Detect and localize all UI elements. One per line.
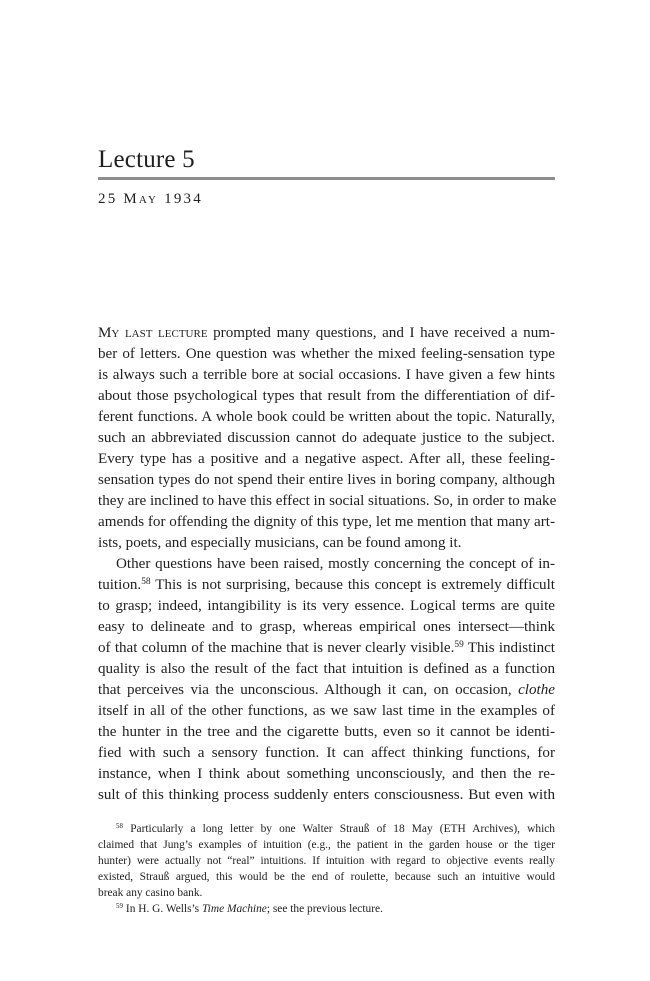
body-line: that perceives via the unconscious. Although it can, on occasion, clothe bbox=[98, 682, 555, 698]
footnote-59: $^{59}$ In H. G. Wells’s Time Machine; see the previous lecture. bbox=[116, 902, 383, 915]
body-line: such an abbreviated discussion cannot do adequate justice to the subject. bbox=[98, 430, 555, 446]
body-line: sult of this thinking process suddenly enters consciousness. But even with bbox=[98, 787, 555, 803]
body-line: about those psychological types that result from the differentiation of dif- bbox=[98, 388, 555, 404]
date-month: May bbox=[123, 191, 159, 207]
body-line: itself in all of the other functions, as we saw last time in the examples of bbox=[98, 703, 555, 719]
body-line: amends for offending the dignity of this type, let me mention that many art- bbox=[98, 514, 555, 530]
footnote-line: break any casino bank. bbox=[98, 887, 203, 899]
body-line: tuition.$^{58}$ This is not surprising, because this concept is extremely difficult bbox=[98, 576, 555, 593]
body-line: Other questions have been raised, mostly concerning the concept of in- bbox=[116, 556, 555, 572]
footnote-number: 59 bbox=[116, 902, 124, 911]
body-line: of that column of the machine that is never clearly visible.$^{59}$ This indistinct bbox=[98, 639, 556, 656]
body-line: ists, poets, and especially musicians, can be found among it. bbox=[98, 535, 462, 551]
chapter-date bbox=[98, 191, 203, 208]
italic-title: Time Machine bbox=[201, 903, 267, 915]
footnote-line: claimed that Jung’s examples of intuition (e.g., the patient in the garden house or the tiger bbox=[98, 839, 555, 851]
body-line: is always such a terrible bore at social occasions. I have given a few hints bbox=[98, 367, 555, 383]
body-line: Every type has a positive and a negative aspect. After all, these feeling- bbox=[98, 451, 555, 467]
lead-in-smallcaps: My last lecture bbox=[98, 325, 208, 341]
footnote-line: hunter) were actually not “real” intuitions. If intuition with regard to objective events really bbox=[98, 855, 555, 867]
body-line: fied with such a sensory function. It can affect thinking functions, for bbox=[98, 745, 555, 761]
body-line: ber of letters. One question was whether the mixed feeling-sensation type bbox=[98, 346, 555, 362]
body-line: ferent functions. A whole book could be written about the topic. Naturally, bbox=[98, 409, 555, 425]
footnote-number: 58 bbox=[116, 822, 124, 831]
body-line: instance, when I think about something unconsciously, and then the re- bbox=[98, 766, 555, 782]
date-day: 25 bbox=[98, 191, 124, 207]
body-line: easy to delineate and to grasp, whereas empirical ones intersect—think bbox=[98, 619, 555, 635]
body-line: the hunter in the tree and the cigarette butts, even so it cannot be identi- bbox=[98, 724, 555, 740]
body-line: they are inclined to have this effect in social situations. So, in order to make bbox=[98, 493, 557, 509]
body-line: quality is also the result of the fact that intuition is defined as a function bbox=[98, 661, 555, 677]
footnote-ref-59: 59 bbox=[454, 639, 464, 650]
chapter-title: Lecture 5 bbox=[98, 146, 195, 173]
footnote-ref-58: 58 bbox=[141, 576, 151, 587]
body-line: to grasp; indeed, intangibility is its very essence. Logical terms are quite bbox=[98, 598, 555, 614]
body-line: sensation types do not spend their entire lives in boring company, although bbox=[98, 472, 555, 488]
footnote-line: existed, Strauß argued, this would be the end of roulette, because such an intuitive would bbox=[98, 871, 555, 883]
body-line: My last lecture prompted many questions, and I have received a num- bbox=[98, 325, 556, 341]
title-rule bbox=[98, 177, 555, 180]
italic-word: clothe bbox=[518, 682, 555, 698]
footnote-58: $^{58}$ Particularly a long letter by one Walter Strauß of 18 May (ETH Archives), which bbox=[116, 822, 555, 835]
date-year: 1934 bbox=[158, 191, 203, 207]
